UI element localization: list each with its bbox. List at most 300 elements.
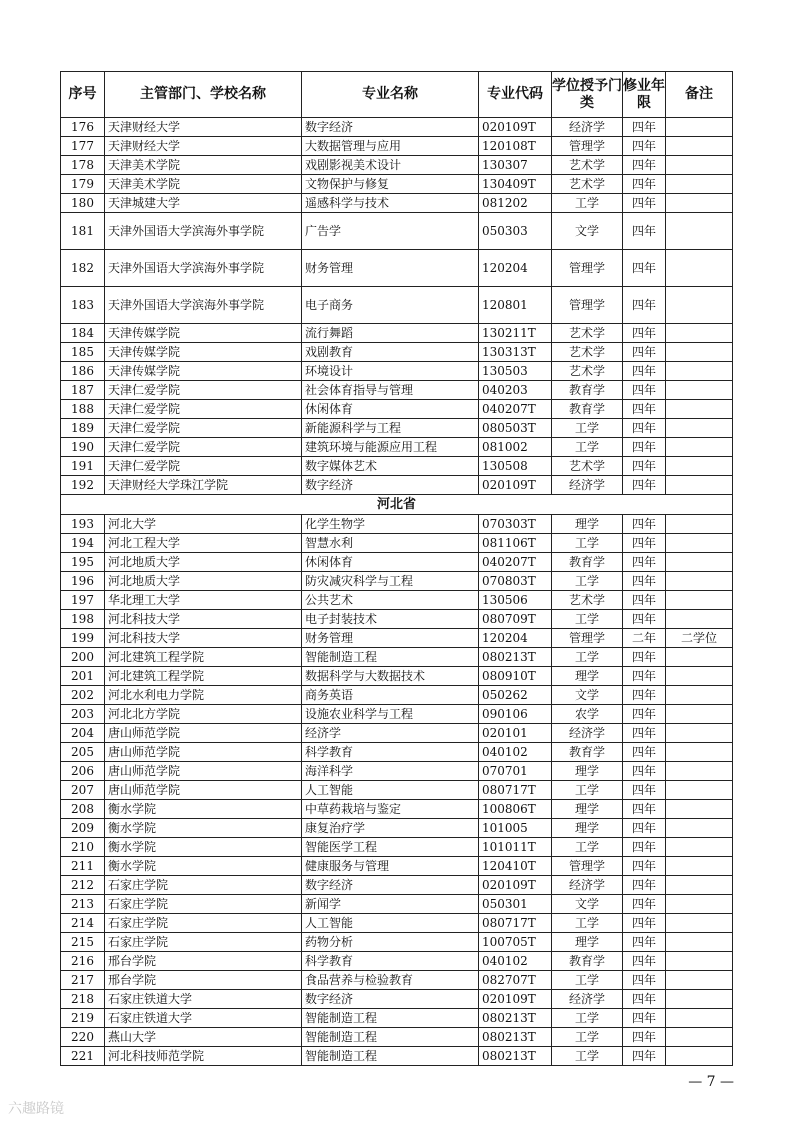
cell-note (666, 419, 733, 438)
cell-code: 020101 (479, 724, 552, 743)
header-school: 主管部门、学校名称 (105, 72, 302, 118)
cell-years: 四年 (623, 838, 666, 857)
cell-code: 081002 (479, 438, 552, 457)
cell-school: 河北北方学院 (105, 705, 302, 724)
cell-degree: 经济学 (552, 118, 623, 137)
cell-degree: 理学 (552, 667, 623, 686)
cell-major: 戏剧教育 (302, 343, 479, 362)
cell-code: 130211T (479, 324, 552, 343)
cell-school: 天津传媒学院 (105, 324, 302, 343)
cell-no: 215 (61, 933, 105, 952)
cell-years: 四年 (623, 419, 666, 438)
cell-no: 206 (61, 762, 105, 781)
cell-code: 120801 (479, 287, 552, 324)
table-row (61, 457, 733, 476)
cell-degree: 工学 (552, 781, 623, 800)
cell-code: 080213T (479, 1009, 552, 1028)
cell-note (666, 400, 733, 419)
table-row (61, 781, 733, 800)
cell-degree: 工学 (552, 572, 623, 591)
cell-years: 四年 (623, 743, 666, 762)
cell-major: 数字经济 (302, 876, 479, 895)
cell-school: 河北地质大学 (105, 572, 302, 591)
cell-no: 181 (61, 213, 105, 250)
cell-no: 201 (61, 667, 105, 686)
cell-years: 四年 (623, 990, 666, 1009)
cell-no: 186 (61, 362, 105, 381)
cell-years: 四年 (623, 610, 666, 629)
cell-code: 080213T (479, 648, 552, 667)
cell-school: 天津仁爱学院 (105, 400, 302, 419)
cell-degree: 理学 (552, 515, 623, 534)
cell-degree: 理学 (552, 762, 623, 781)
hebei-section (61, 495, 733, 515)
cell-degree: 管理学 (552, 629, 623, 648)
cell-school: 河北建筑工程学院 (105, 667, 302, 686)
cell-no: 212 (61, 876, 105, 895)
table-row (61, 194, 733, 213)
cell-code: 130313T (479, 343, 552, 362)
cell-years: 四年 (623, 175, 666, 194)
cell-no: 220 (61, 1028, 105, 1047)
cell-note (666, 838, 733, 857)
cell-note (666, 324, 733, 343)
cell-no: 216 (61, 952, 105, 971)
table-row (61, 137, 733, 156)
cell-major: 海洋科学 (302, 762, 479, 781)
cell-years: 四年 (623, 648, 666, 667)
cell-years: 四年 (623, 534, 666, 553)
table-row (61, 213, 733, 250)
cell-no: 191 (61, 457, 105, 476)
cell-major: 新闻学 (302, 895, 479, 914)
cell-degree: 经济学 (552, 876, 623, 895)
cell-degree: 教育学 (552, 743, 623, 762)
cell-no: 202 (61, 686, 105, 705)
cell-degree: 管理学 (552, 250, 623, 287)
cell-years: 四年 (623, 895, 666, 914)
cell-no: 188 (61, 400, 105, 419)
cell-years: 四年 (623, 1028, 666, 1047)
cell-no: 182 (61, 250, 105, 287)
cell-no: 214 (61, 914, 105, 933)
cell-degree: 农学 (552, 705, 623, 724)
table-row (61, 648, 733, 667)
cell-school: 石家庄学院 (105, 914, 302, 933)
cell-degree: 文学 (552, 213, 623, 250)
cell-degree: 教育学 (552, 952, 623, 971)
cell-note (666, 515, 733, 534)
cell-school: 石家庄铁道大学 (105, 1009, 302, 1028)
cell-degree: 艺术学 (552, 343, 623, 362)
cell-school: 石家庄铁道大学 (105, 990, 302, 1009)
cell-major: 智能医学工程 (302, 838, 479, 857)
cell-major: 康复治疗学 (302, 819, 479, 838)
table-row (61, 990, 733, 1009)
cell-code: 040207T (479, 400, 552, 419)
cell-degree: 艺术学 (552, 457, 623, 476)
hebei-rows (61, 515, 733, 1066)
table-row (61, 1028, 733, 1047)
cell-no: 203 (61, 705, 105, 724)
cell-note (666, 781, 733, 800)
cell-school: 石家庄学院 (105, 876, 302, 895)
cell-code: 130506 (479, 591, 552, 610)
cell-major: 公共艺术 (302, 591, 479, 610)
cell-school: 邢台学院 (105, 971, 302, 990)
cell-major: 人工智能 (302, 914, 479, 933)
cell-degree: 艺术学 (552, 175, 623, 194)
cell-major: 电子商务 (302, 287, 479, 324)
cell-code: 020109T (479, 876, 552, 895)
cell-code: 130503 (479, 362, 552, 381)
cell-degree: 理学 (552, 819, 623, 838)
cell-note (666, 971, 733, 990)
cell-major: 商务英语 (302, 686, 479, 705)
cell-note (666, 175, 733, 194)
cell-code: 080717T (479, 914, 552, 933)
table-row (61, 762, 733, 781)
cell-years: 四年 (623, 1009, 666, 1028)
cell-no: 200 (61, 648, 105, 667)
cell-code: 081106T (479, 534, 552, 553)
cell-school: 天津美术学院 (105, 175, 302, 194)
page-number: — 7 — (688, 1074, 734, 1090)
cell-years: 四年 (623, 800, 666, 819)
cell-no: 194 (61, 534, 105, 553)
cell-no: 208 (61, 800, 105, 819)
cell-years: 四年 (623, 553, 666, 572)
cell-no: 219 (61, 1009, 105, 1028)
cell-degree: 管理学 (552, 137, 623, 156)
cell-major: 新能源科学与工程 (302, 419, 479, 438)
cell-school: 河北水利电力学院 (105, 686, 302, 705)
cell-years: 四年 (623, 137, 666, 156)
cell-major: 智能制造工程 (302, 1009, 479, 1028)
cell-years: 四年 (623, 876, 666, 895)
header-major: 专业名称 (302, 72, 479, 118)
table-row (61, 419, 733, 438)
cell-major: 数字媒体艺术 (302, 457, 479, 476)
cell-major: 休闲体育 (302, 400, 479, 419)
cell-code: 120108T (479, 137, 552, 156)
cell-degree: 管理学 (552, 857, 623, 876)
cell-school: 天津仁爱学院 (105, 457, 302, 476)
cell-note (666, 743, 733, 762)
cell-school: 河北科技师范学院 (105, 1047, 302, 1066)
table-row (61, 476, 733, 495)
cell-code: 070701 (479, 762, 552, 781)
cell-years: 四年 (623, 400, 666, 419)
cell-note (666, 1047, 733, 1066)
cell-no: 185 (61, 343, 105, 362)
table-row (61, 1009, 733, 1028)
cell-no: 207 (61, 781, 105, 800)
cell-school: 河北大学 (105, 515, 302, 534)
cell-major: 遥感科学与技术 (302, 194, 479, 213)
table-row (61, 287, 733, 324)
cell-note (666, 857, 733, 876)
cell-no: 221 (61, 1047, 105, 1066)
cell-no: 198 (61, 610, 105, 629)
cell-school: 华北理工大学 (105, 591, 302, 610)
cell-major: 科学教育 (302, 952, 479, 971)
cell-note (666, 362, 733, 381)
cell-degree: 工学 (552, 534, 623, 553)
table-row (61, 800, 733, 819)
cell-no: 177 (61, 137, 105, 156)
cell-years: 四年 (623, 971, 666, 990)
table-row (61, 400, 733, 419)
cell-degree: 文学 (552, 895, 623, 914)
cell-degree: 管理学 (552, 287, 623, 324)
table-row (61, 553, 733, 572)
cell-no: 211 (61, 857, 105, 876)
cell-school: 天津美术学院 (105, 156, 302, 175)
table-row (61, 724, 733, 743)
cell-school: 石家庄学院 (105, 933, 302, 952)
cell-code: 101005 (479, 819, 552, 838)
cell-major: 社会体育指导与管理 (302, 381, 479, 400)
table-row (61, 1047, 733, 1066)
cell-no: 205 (61, 743, 105, 762)
cell-years: 四年 (623, 914, 666, 933)
cell-no: 204 (61, 724, 105, 743)
cell-school: 邢台学院 (105, 952, 302, 971)
cell-degree: 艺术学 (552, 362, 623, 381)
cell-school: 天津仁爱学院 (105, 419, 302, 438)
majors-table (60, 71, 733, 1066)
cell-note (666, 572, 733, 591)
cell-school: 天津财经大学珠江学院 (105, 476, 302, 495)
cell-code: 101011T (479, 838, 552, 857)
cell-school: 河北科技大学 (105, 610, 302, 629)
cell-major: 智慧水利 (302, 534, 479, 553)
cell-degree: 理学 (552, 800, 623, 819)
table-row (61, 667, 733, 686)
table-row (61, 705, 733, 724)
cell-no: 210 (61, 838, 105, 857)
cell-note (666, 895, 733, 914)
cell-code: 120204 (479, 629, 552, 648)
cell-degree: 工学 (552, 914, 623, 933)
cell-years: 四年 (623, 118, 666, 137)
cell-degree: 经济学 (552, 990, 623, 1009)
cell-major: 药物分析 (302, 933, 479, 952)
cell-major: 财务管理 (302, 629, 479, 648)
section-row-hebei (61, 495, 733, 515)
cell-code: 050262 (479, 686, 552, 705)
cell-major: 数据科学与大数据技术 (302, 667, 479, 686)
cell-code: 080213T (479, 1028, 552, 1047)
table-row (61, 952, 733, 971)
cell-note (666, 610, 733, 629)
cell-code: 120204 (479, 250, 552, 287)
cell-major: 科学教育 (302, 743, 479, 762)
cell-no: 218 (61, 990, 105, 1009)
cell-no: 189 (61, 419, 105, 438)
cell-years: 四年 (623, 362, 666, 381)
cell-school: 天津财经大学 (105, 137, 302, 156)
cell-school: 天津传媒学院 (105, 362, 302, 381)
cell-major: 智能制造工程 (302, 1047, 479, 1066)
cell-code: 130409T (479, 175, 552, 194)
cell-major: 戏剧影视美术设计 (302, 156, 479, 175)
cell-note: 二学位 (666, 629, 733, 648)
cell-note (666, 800, 733, 819)
cell-code: 080709T (479, 610, 552, 629)
table-row (61, 515, 733, 534)
cell-code: 120410T (479, 857, 552, 876)
table-row (61, 838, 733, 857)
cell-major: 电子封装技术 (302, 610, 479, 629)
table-row (61, 933, 733, 952)
cell-no: 178 (61, 156, 105, 175)
cell-degree: 艺术学 (552, 591, 623, 610)
cell-school: 石家庄学院 (105, 895, 302, 914)
cell-note (666, 1009, 733, 1028)
cell-note (666, 118, 733, 137)
table-row (61, 362, 733, 381)
cell-code: 081202 (479, 194, 552, 213)
header-no: 序号 (61, 72, 105, 118)
cell-degree: 教育学 (552, 553, 623, 572)
cell-degree: 艺术学 (552, 156, 623, 175)
cell-years: 四年 (623, 724, 666, 743)
cell-no: 217 (61, 971, 105, 990)
cell-school: 天津外国语大学滨海外事学院 (105, 250, 302, 287)
cell-years: 四年 (623, 952, 666, 971)
cell-no: 195 (61, 553, 105, 572)
cell-degree: 经济学 (552, 724, 623, 743)
cell-code: 040203 (479, 381, 552, 400)
table-row (61, 438, 733, 457)
cell-degree: 理学 (552, 933, 623, 952)
cell-school: 燕山大学 (105, 1028, 302, 1047)
cell-years: 四年 (623, 156, 666, 175)
cell-major: 智能制造工程 (302, 1028, 479, 1047)
cell-note (666, 876, 733, 895)
cell-code: 040207T (479, 553, 552, 572)
cell-years: 四年 (623, 1047, 666, 1066)
cell-major: 化学生物学 (302, 515, 479, 534)
cell-major: 广告学 (302, 213, 479, 250)
cell-note (666, 819, 733, 838)
tianjin-rows (61, 118, 733, 495)
header-years: 修业年限 (623, 72, 666, 118)
cell-note (666, 952, 733, 971)
header-note: 备注 (666, 72, 733, 118)
cell-note (666, 250, 733, 287)
cell-years: 四年 (623, 572, 666, 591)
table-row (61, 610, 733, 629)
cell-years: 四年 (623, 591, 666, 610)
cell-degree: 教育学 (552, 381, 623, 400)
table-row (61, 876, 733, 895)
cell-code: 020109T (479, 118, 552, 137)
cell-major: 数字经济 (302, 118, 479, 137)
cell-note (666, 343, 733, 362)
cell-years: 四年 (623, 324, 666, 343)
cell-school: 唐山师范学院 (105, 724, 302, 743)
cell-code: 090106 (479, 705, 552, 724)
cell-no: 187 (61, 381, 105, 400)
cell-years: 四年 (623, 287, 666, 324)
cell-degree: 经济学 (552, 476, 623, 495)
cell-major: 环境设计 (302, 362, 479, 381)
cell-major: 数字经济 (302, 990, 479, 1009)
cell-note (666, 213, 733, 250)
cell-no: 184 (61, 324, 105, 343)
cell-no: 190 (61, 438, 105, 457)
cell-school: 衡水学院 (105, 857, 302, 876)
cell-note (666, 648, 733, 667)
cell-school: 河北地质大学 (105, 553, 302, 572)
cell-code: 070803T (479, 572, 552, 591)
cell-code: 020109T (479, 476, 552, 495)
cell-code: 050301 (479, 895, 552, 914)
table-row (61, 743, 733, 762)
cell-major: 建筑环境与能源应用工程 (302, 438, 479, 457)
cell-major: 数字经济 (302, 476, 479, 495)
table-row (61, 914, 733, 933)
cell-code: 050303 (479, 213, 552, 250)
cell-code: 100705T (479, 933, 552, 952)
cell-code: 040102 (479, 743, 552, 762)
cell-no: 179 (61, 175, 105, 194)
cell-note (666, 914, 733, 933)
cell-note (666, 1028, 733, 1047)
cell-code: 080503T (479, 419, 552, 438)
cell-years: 四年 (623, 857, 666, 876)
cell-major: 财务管理 (302, 250, 479, 287)
cell-years: 四年 (623, 819, 666, 838)
cell-major: 大数据管理与应用 (302, 137, 479, 156)
cell-code: 100806T (479, 800, 552, 819)
cell-degree: 工学 (552, 419, 623, 438)
header-row (61, 72, 733, 118)
cell-no: 180 (61, 194, 105, 213)
cell-school: 天津外国语大学滨海外事学院 (105, 287, 302, 324)
cell-degree: 工学 (552, 838, 623, 857)
cell-note (666, 381, 733, 400)
header-degree: 学位授予门类 (552, 72, 623, 118)
cell-major: 健康服务与管理 (302, 857, 479, 876)
cell-degree: 工学 (552, 1028, 623, 1047)
cell-school: 唐山师范学院 (105, 762, 302, 781)
cell-years: 四年 (623, 933, 666, 952)
cell-note (666, 534, 733, 553)
table-row (61, 819, 733, 838)
cell-major: 人工智能 (302, 781, 479, 800)
cell-school: 河北工程大学 (105, 534, 302, 553)
cell-code: 130508 (479, 457, 552, 476)
cell-no: 213 (61, 895, 105, 914)
cell-major: 防灾减灾科学与工程 (302, 572, 479, 591)
cell-code: 070303T (479, 515, 552, 534)
cell-degree: 文学 (552, 686, 623, 705)
cell-no: 183 (61, 287, 105, 324)
cell-years: 四年 (623, 213, 666, 250)
cell-no: 196 (61, 572, 105, 591)
cell-note (666, 156, 733, 175)
cell-note (666, 705, 733, 724)
cell-years: 四年 (623, 381, 666, 400)
cell-school: 河北科技大学 (105, 629, 302, 648)
watermark: 六趣路镜 (8, 1101, 64, 1117)
cell-major: 经济学 (302, 724, 479, 743)
cell-years: 四年 (623, 781, 666, 800)
